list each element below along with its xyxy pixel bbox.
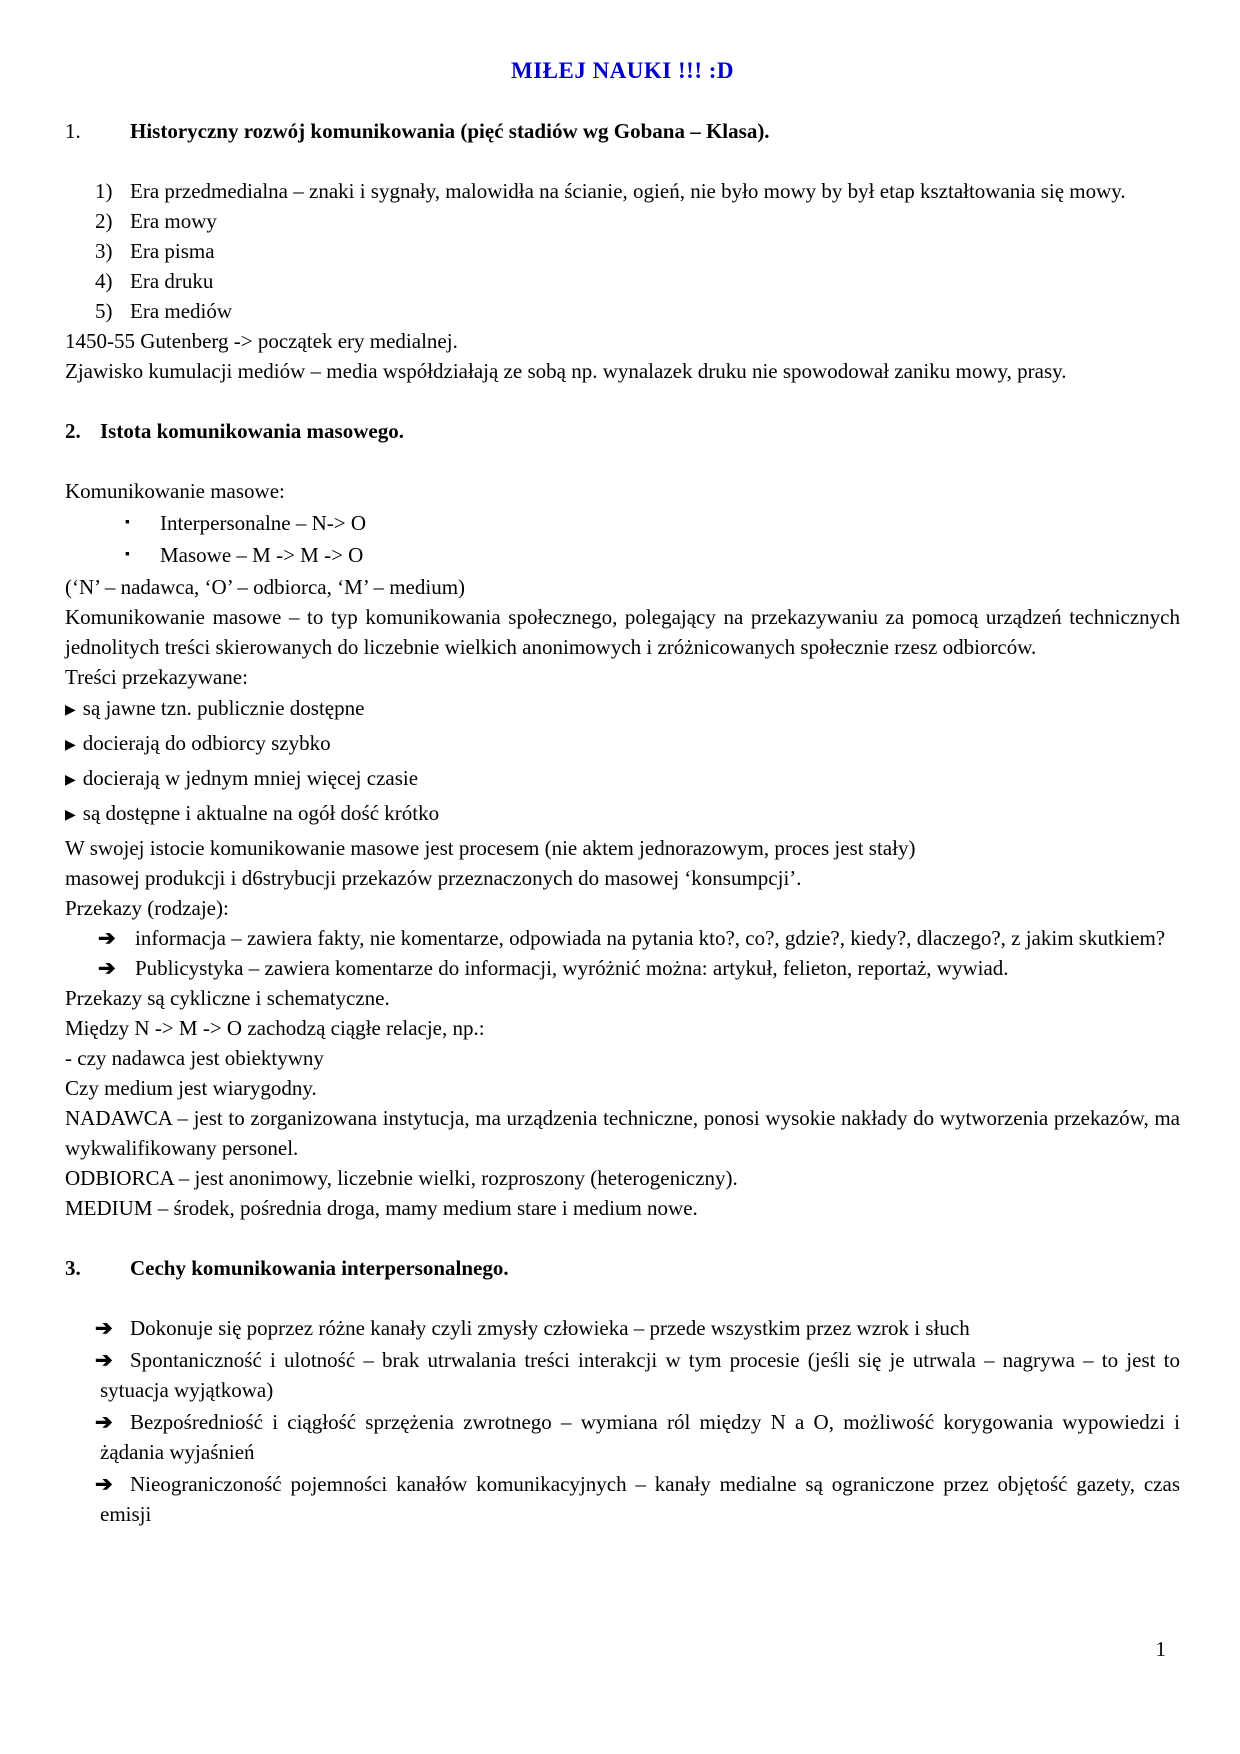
triangle-bullet-icon: ▶ [65, 703, 76, 718]
item-text: docierają w jednym mniej więcej czasie [82, 766, 419, 790]
item-text: informacja – zawiera fakty, nie komentarze, odpowiada na pytania kto?, co?, gdzie?, kiedy?, dlaczego?, z jakim skutkiem? [135, 926, 1166, 950]
item-text: Era przedmedialna – znaki i sygnały, malowidła na ścianie, ogień, nie było mowy by był etap kształtowania się mowy. [130, 179, 1126, 203]
numbered-item [65, 266, 1180, 296]
heading-text: Cechy komunikowania interpersonalnego. [130, 1256, 509, 1280]
arrow-item [65, 1407, 1180, 1467]
item-text: Publicystyka – zawiera komentarze do informacji, wyróżnić można: artykuł, felieton, reportaż, wywiad. [135, 956, 1009, 980]
paragraph: masowej produkcji i d6strybucji przekazów przeznaczonych do masowej ‘konsumpcji’. [65, 866, 802, 890]
section-2-heading [65, 416, 1180, 446]
item-text: Era druku [130, 269, 214, 293]
paragraph: Komunikowanie masowe – to typ komunikowania społecznego, polegający na przekazywaniu za pomocą urządzeń technicznych jednolitych treści skierowanych do liczebnie wielkich anonimowych i zróżnicowanych społecznie rzesz odbiorców. [65, 605, 1180, 659]
page-number: 1 [1155, 1637, 1166, 1661]
heading-number: 1. [65, 119, 81, 143]
triangle-item [65, 693, 1180, 727]
paragraph: Przekazy (rodzaje): [65, 896, 229, 920]
arrow-item [65, 923, 1180, 953]
paragraph: Komunikowanie masowe: [65, 479, 285, 503]
paragraph: Przekazy są cykliczne i schematyczne. [65, 986, 390, 1010]
paragraph: ODBIORCA – jest anonimowy, liczebnie wielki, rozproszony (heterogeniczny). [65, 1166, 738, 1190]
paragraph: MEDIUM – środek, pośrednia droga, mamy medium stare i medium nowe. [65, 1196, 698, 1220]
arrow-bullet-icon: ➔ [98, 956, 116, 980]
item-text: Dokonuje się poprzez różne kanały czyli zmysły człowieka – przede wszystkim przez wzrok i słuch [130, 1316, 970, 1340]
heading-text: Istota komunikowania masowego. [100, 419, 404, 443]
arrow-item [65, 953, 1180, 983]
bullet-item [65, 540, 1180, 570]
item-number: 3) [95, 239, 113, 263]
item-text: Bezpośredniość i ciągłość sprzężenia zwrotnego – wymiana ról między N a O, możliwość korygowania wypowiedzi i żądania wyjaśnień [100, 1410, 1180, 1464]
arrow-item [65, 1313, 1180, 1343]
paragraph: Treści przekazywane: [65, 665, 248, 689]
square-bullet-icon: ▪ [125, 515, 130, 530]
paragraph: W swojej istocie komunikowanie masowe jest procesem (nie aktem jednorazowym, proces jest stały) [65, 836, 916, 860]
triangle-bullet-icon: ▶ [65, 808, 76, 823]
triangle-item [65, 763, 1180, 797]
arrow-item [65, 1469, 1180, 1529]
arrow-bullet-icon: ➔ [95, 1472, 113, 1496]
item-text: Spontaniczność i ulotność – brak utrwalania treści interakcji w tym procesie (jeśli się je utrwala – nagrywa – to jest to sytuacja wyjątkowa) [100, 1348, 1180, 1402]
arrow-bullet-icon: ➔ [98, 926, 116, 950]
numbered-item [65, 236, 1180, 266]
paragraph: Zjawisko kumulacji mediów – media współdziałają ze sobą np. wynalazek druku nie spowodował zaniku mowy, prasy. [65, 359, 1067, 383]
triangle-item [65, 728, 1180, 762]
numbered-item [65, 176, 1180, 206]
item-number: 2) [95, 209, 113, 233]
item-text: Era pisma [130, 239, 215, 263]
paragraph: 1450-55 Gutenberg -> początek ery medialnej. [65, 329, 458, 353]
paragraph: Czy medium jest wiarygodny. [65, 1076, 317, 1100]
paragraph: NADAWCA – jest to zorganizowana instytucja, ma urządzenia techniczne, ponosi wysokie nakłady do wytworzenia przekazów, ma wykwalifikowany personel. [65, 1106, 1180, 1160]
arrow-bullet-icon: ➔ [95, 1348, 113, 1372]
square-bullet-icon: ▪ [125, 547, 130, 562]
bullet-item [65, 508, 1180, 538]
item-text: Nieograniczoność pojemności kanałów komunikacyjnych – kanały medialne są ograniczone przez objętość gazety, czas emisji [100, 1472, 1180, 1526]
item-number: 1) [95, 179, 113, 203]
paragraph: - czy nadawca jest obiektywny [65, 1046, 324, 1070]
heading-number: 2. [65, 419, 81, 443]
item-text: Masowe – M -> M -> O [160, 543, 364, 567]
numbered-item [65, 206, 1180, 236]
heading-text: Historyczny rozwój komunikowania (pięć stadiów wg Gobana – Klasa). [130, 119, 770, 143]
document-title: MIŁEJ NAUKI !!! :D [510, 58, 734, 83]
arrow-bullet-icon: ➔ [95, 1410, 113, 1434]
triangle-bullet-icon: ▶ [65, 773, 76, 788]
arrow-bullet-icon: ➔ [95, 1316, 113, 1340]
item-text: są jawne tzn. publicznie dostępne [82, 696, 365, 720]
triangle-item [65, 798, 1180, 832]
item-text: Era mediów [130, 299, 233, 323]
triangle-bullet-icon: ▶ [65, 738, 76, 753]
item-text: docierają do odbiorcy szybko [82, 731, 331, 755]
section-1-heading [65, 116, 1180, 146]
paragraph: Między N -> M -> O zachodzą ciągłe relacje, np.: [65, 1016, 485, 1040]
item-number: 4) [95, 269, 113, 293]
item-text: Era mowy [130, 209, 217, 233]
paragraph: (‘N’ – nadawca, ‘O’ – odbiorca, ‘M’ – medium) [65, 575, 466, 599]
section-3-heading [65, 1253, 1180, 1283]
item-number: 5) [95, 299, 113, 323]
arrow-item [65, 1345, 1180, 1405]
heading-number: 3. [65, 1256, 81, 1280]
item-text: są dostępne i aktualne na ogół dość krótko [82, 801, 440, 825]
item-text: Interpersonalne – N-> O [160, 511, 367, 535]
numbered-item [65, 296, 1180, 326]
